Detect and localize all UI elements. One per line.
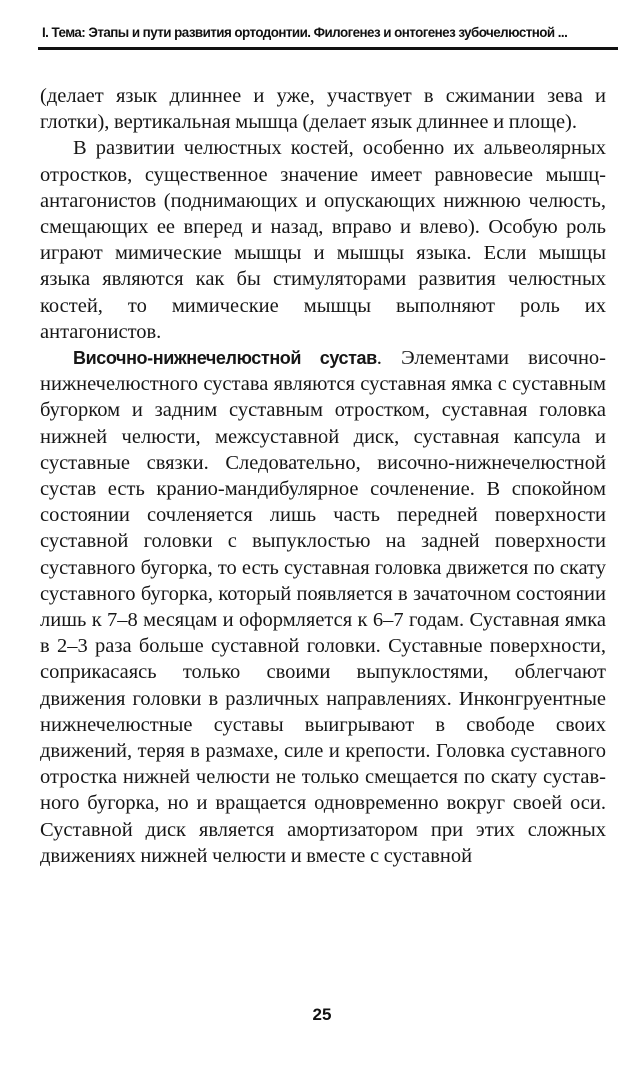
running-header: I. Тема: Этапы и пути развития ортодонтии. Филогенез и онтогенез зубочелюстной ... (42, 25, 568, 40)
body-text (40, 83, 606, 869)
paragraph-3 (40, 345, 606, 869)
header-rule (38, 47, 618, 50)
section-term-heading: Височно-нижнечелюстной сустав (73, 348, 377, 369)
page-number: 25 (312, 1005, 332, 1024)
paragraph-3-text: . Элементами височно-нижнечелюстного сустава являются суставная ямка с суставным бугорком и задним суставным отростком, суставная головка нижней челюсти, межсуставной диск, суставная капсула и суставные связки. Следовательно, височно-нижнечелюстной сустав есть кранио-мандибулярное сочленение. В спокойном состоянии сочленяется лишь часть передней поверхности суставной головки с выпуклостью на задней поверхности суставного бугорка, то есть суставная головка движется по скату суставного бугорка, который появляется в зачаточном состоянии лишь к 7–8 месяцам и оформляется к 6–7 годам. Суставная ямка в 2–3 раза больше суставной головки. Суставные поверхности, соприкасаясь только своими выпуклостями, облегчают движения головки в различных направлениях. Инконгруентные нижнечелюстные суставы выигрывают в свободе своих движений, теряя в размахе, силе и крепости. Головка суставного отростка нижней челюсти не только смещается по скату суставного бугорка, но и вращается одновременно вокруг своей оси. Суставной диск является амортизатором при этих сложных движениях нижней челюсти и вместе с суставной (40, 347, 606, 867)
paragraph-2: В развитии челюстных костей, особенно их альвеолярных отростков, существенное значение имеет равновесие мышц-антагонистов (поднимающих и опускающих нижнюю челюсть, смещающих ее вперед и назад, вправо и влево). Особую роль играют мимические мышцы и мышцы языка. Если мышцы языка являются как бы стимуляторами развития челюстных костей, то мимические мышцы выполняют роль их антагонистов. (40, 137, 606, 343)
paragraph-1: (делает язык длиннее и уже, участвует в сжимании зева и глотки), вертикальная мышца (делает язык длиннее и площе). (40, 85, 606, 134)
